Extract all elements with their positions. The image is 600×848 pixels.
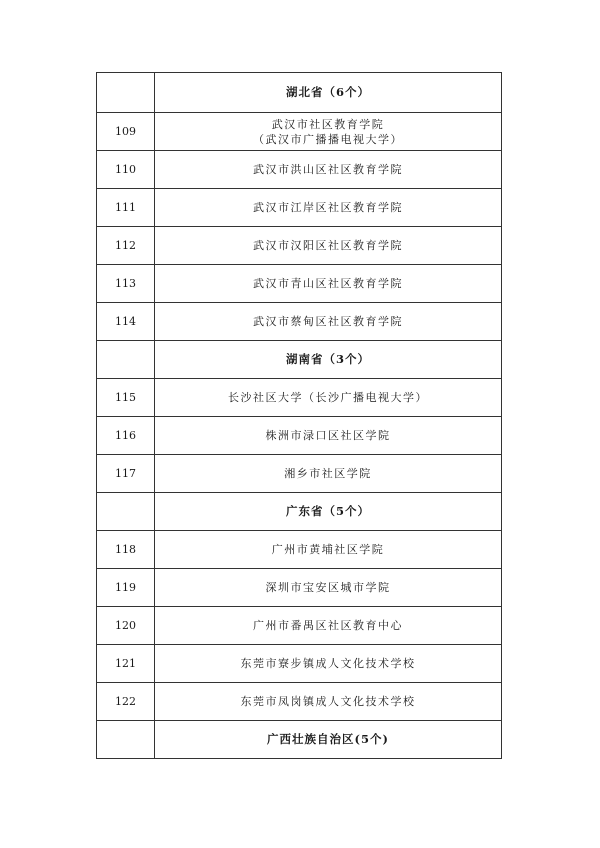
row-number: 122 [97, 683, 155, 721]
empty-number-cell [97, 721, 155, 759]
institution-name: 武汉市江岸区社区教育学院 [253, 201, 403, 214]
institution-name-cell [155, 189, 502, 227]
row-number: 110 [97, 151, 155, 189]
institution-name-cell [155, 645, 502, 683]
province-header-row [97, 341, 502, 379]
institution-name: 株洲市渌口区社区学院 [265, 429, 391, 442]
province-header-row [97, 493, 502, 531]
table-row [97, 113, 502, 151]
table-row [97, 189, 502, 227]
row-number: 116 [97, 417, 155, 455]
row-number: 119 [97, 569, 155, 607]
institution-name: 武汉市汉阳区社区教育学院 [253, 239, 403, 252]
institution-name-cell [155, 569, 502, 607]
institution-name-cell [155, 303, 502, 341]
province-header: 广东省（5个） [155, 493, 502, 531]
row-number: 113 [97, 265, 155, 303]
table-row [97, 531, 502, 569]
table-row [97, 379, 502, 417]
province-header: 广西壮族自治区(5个) [155, 721, 502, 759]
table-row [97, 569, 502, 607]
institution-name: 武汉市青山区社区教育学院 [253, 277, 403, 290]
institution-name: 东莞市凤岗镇成人文化技术学校 [240, 695, 416, 708]
row-number: 121 [97, 645, 155, 683]
institution-name-cell [155, 607, 502, 645]
empty-number-cell [97, 341, 155, 379]
row-number: 118 [97, 531, 155, 569]
province-header: 湖南省（3个） [155, 341, 502, 379]
row-number: 117 [97, 455, 155, 493]
institution-name: 武汉市蔡甸区社区教育学院 [253, 315, 403, 328]
table-row [97, 417, 502, 455]
empty-number-cell [97, 493, 155, 531]
institution-name: 武汉市洪山区社区教育学院 [253, 163, 403, 176]
institution-name-cell [155, 455, 502, 493]
institution-table [96, 72, 502, 759]
institution-name: 深圳市宝安区城市学院 [265, 581, 391, 594]
row-number: 114 [97, 303, 155, 341]
row-number: 120 [97, 607, 155, 645]
institution-subname: （武汉市广播播电视大学） [253, 132, 403, 146]
institution-name: 广州市黄埔社区学院 [271, 543, 385, 556]
institution-name-cell [155, 683, 502, 721]
institution-name-cell [155, 113, 502, 151]
institution-name-cell [155, 265, 502, 303]
table-row [97, 265, 502, 303]
institution-name-cell [155, 379, 502, 417]
table-row [97, 151, 502, 189]
institution-name: 武汉市社区教育学院 [271, 117, 385, 131]
row-number: 112 [97, 227, 155, 265]
empty-number-cell [97, 73, 155, 113]
table-row [97, 303, 502, 341]
row-number: 115 [97, 379, 155, 417]
institution-name: 长沙社区大学（长沙广播电视大学） [228, 391, 428, 404]
institution-name-cell [155, 417, 502, 455]
table-row [97, 683, 502, 721]
institution-name-cell [155, 227, 502, 265]
row-number: 111 [97, 189, 155, 227]
row-number: 109 [97, 113, 155, 151]
table-row [97, 607, 502, 645]
institution-name: 广州市番禺区社区教育中心 [253, 619, 403, 632]
province-header: 湖北省（6个） [155, 73, 502, 113]
province-header-row [97, 73, 502, 113]
institution-name: 东莞市寮步镇成人文化技术学校 [240, 657, 416, 670]
province-header-row [97, 721, 502, 759]
table-row [97, 645, 502, 683]
table-body [97, 73, 502, 759]
institution-name-cell [155, 151, 502, 189]
table-row [97, 455, 502, 493]
table-row [97, 227, 502, 265]
institution-name: 湘乡市社区学院 [284, 467, 372, 480]
institution-name-cell [155, 531, 502, 569]
